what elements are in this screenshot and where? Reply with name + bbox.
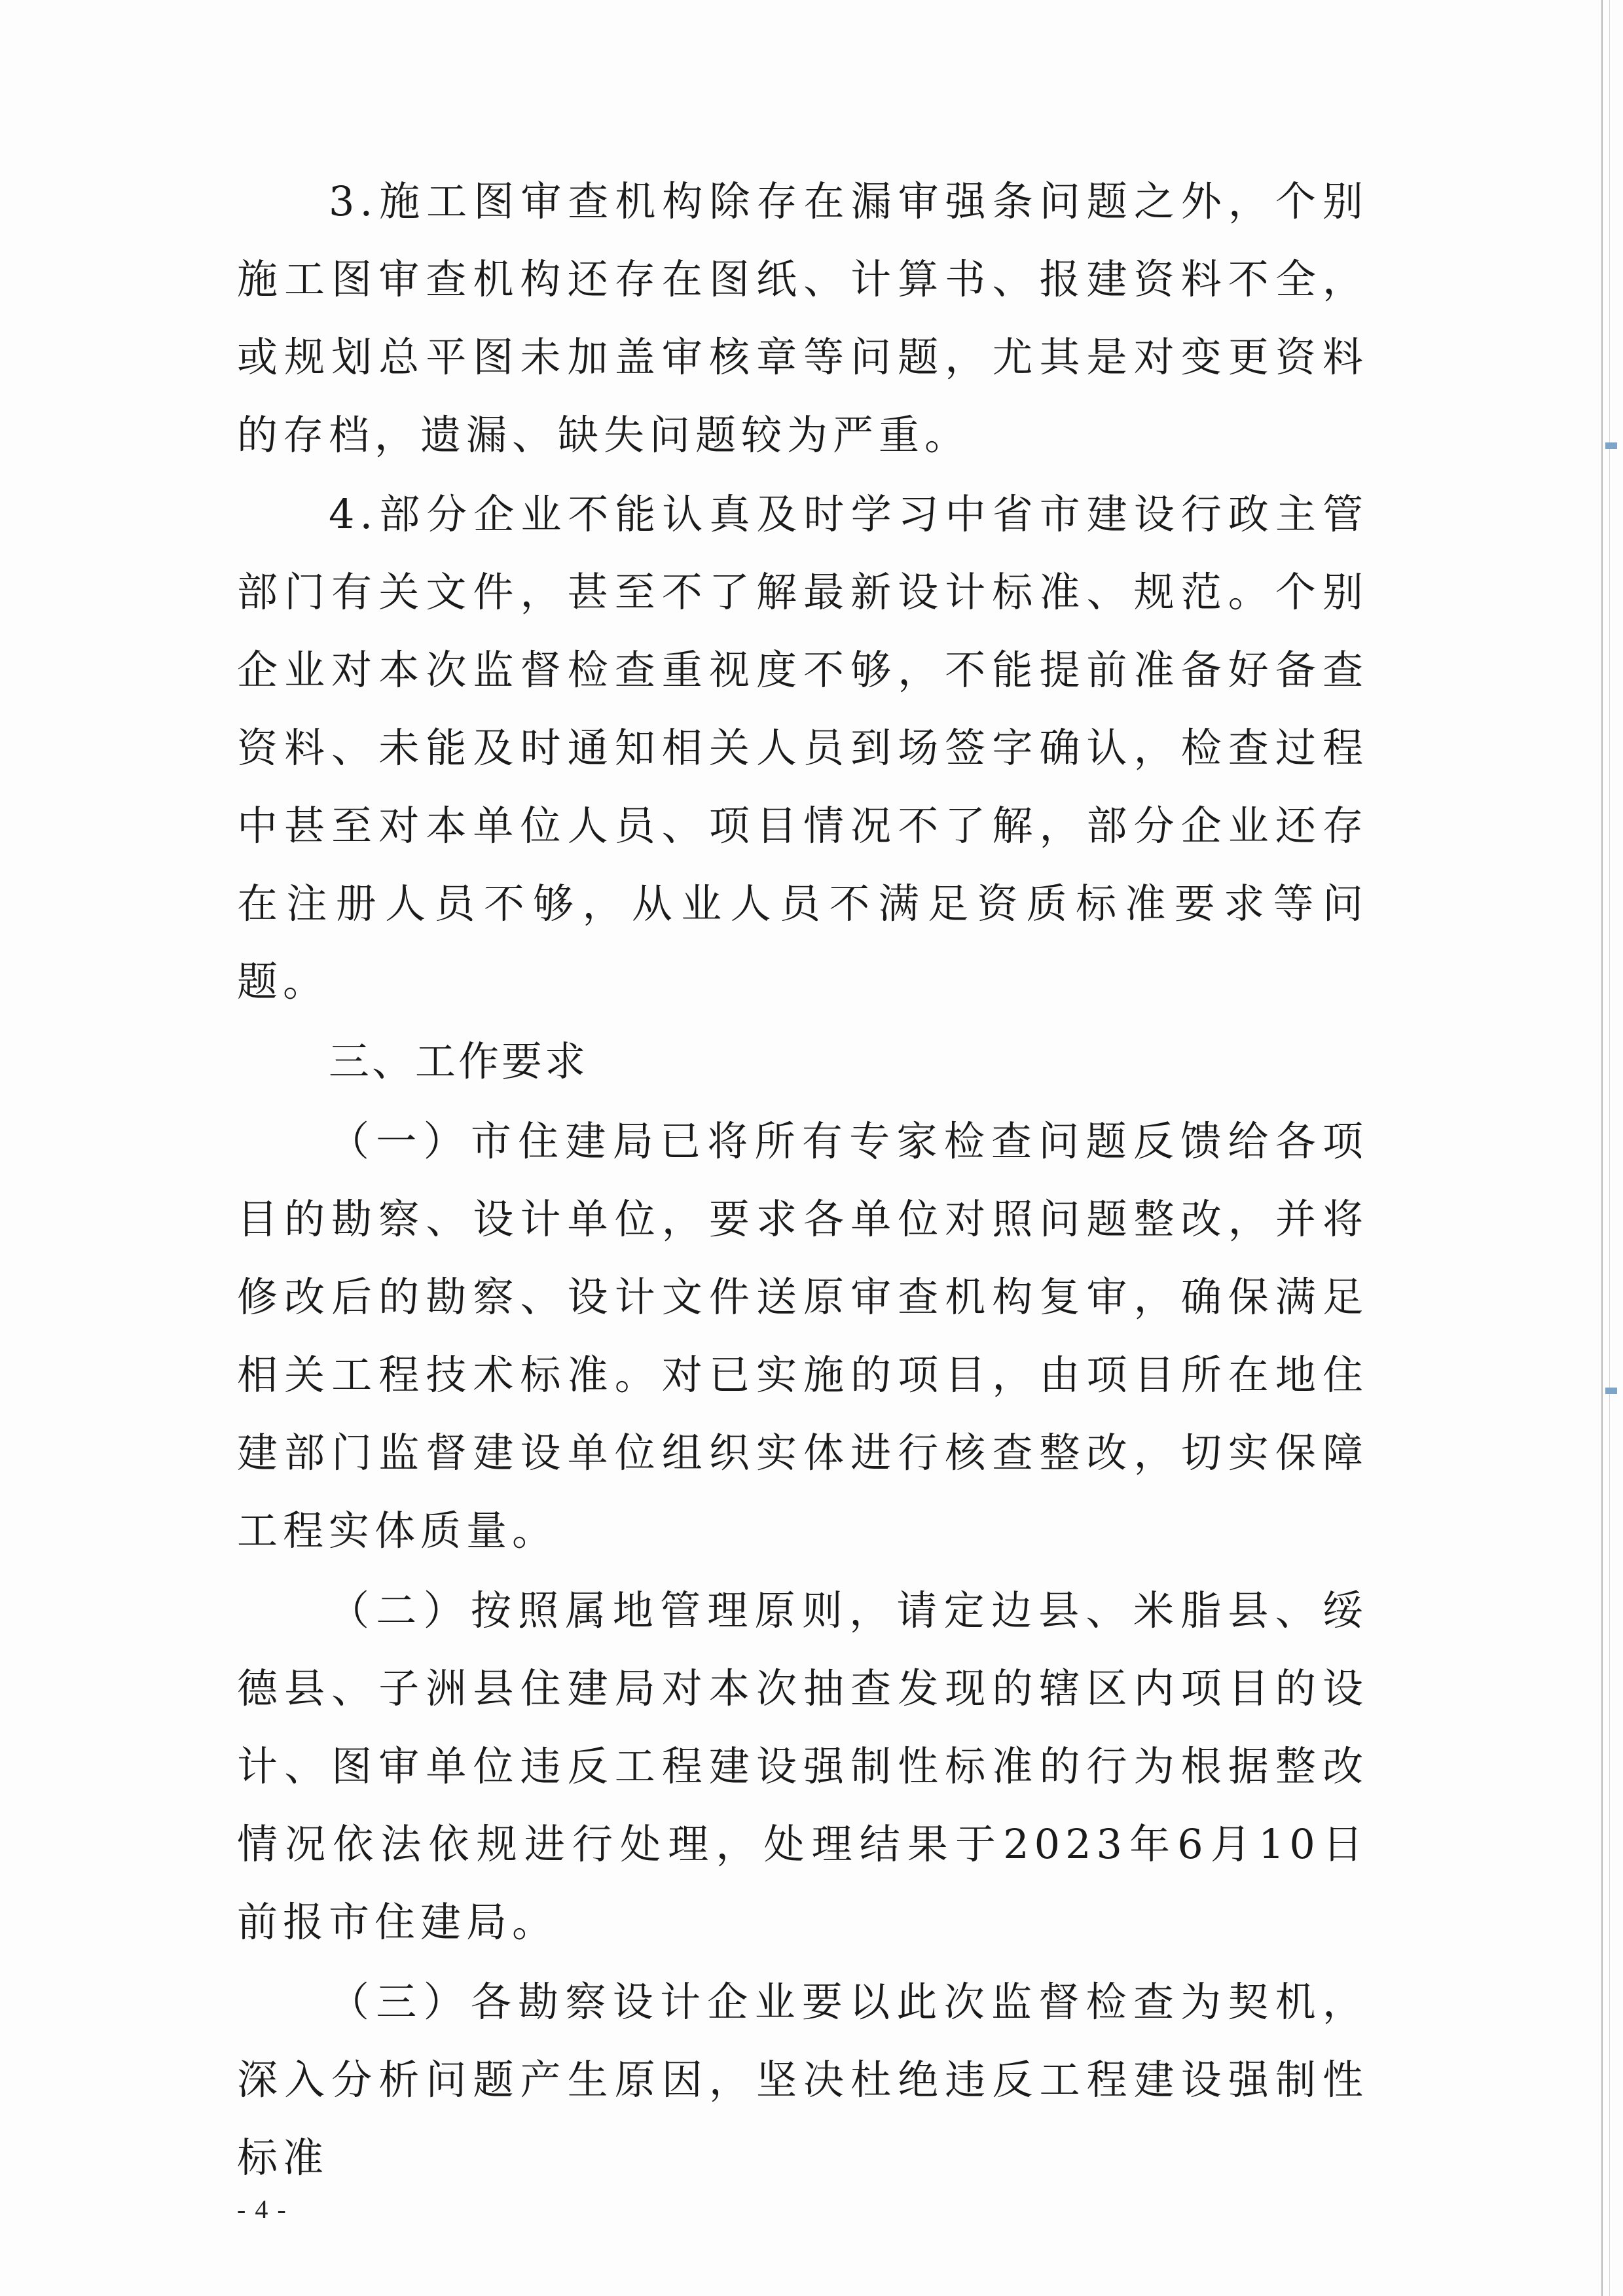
scan-edge-line-secondary [1609, 0, 1610, 2296]
scan-edge-mark [1605, 442, 1617, 449]
document-body [237, 162, 1368, 2198]
scan-edge-line [1601, 0, 1603, 2296]
paragraph-item-3: 3.施工图审查机构除存在漏审强条问题之外，个别施工图审查机构还存在图纸、计算书、报建资料不全，或规划总平图未加盖审核章等问题，尤其是对变更资料的存档，遗漏、缺失问题较为严重。 [237, 177, 1368, 459]
paragraph-item-4: 4.部分企业不能认真及时学习中省市建设行政主管部门有关文件，甚至不了解最新设计标准、规范。个别企业对本次监督检查重视度不够，不能提前准备好备查资料、未能及时通知相关人员到场签字确认，检查过程中甚至对本单位人员、项目情况不了解，部分企业还存在注册人员不够，从业人员不满足资质标准要求等问题。 [237, 490, 1368, 1005]
scan-edge-mark [1605, 1388, 1617, 1394]
page-number: - 4 - [237, 2195, 287, 2224]
section-heading: 三、工作要求 [329, 1037, 589, 1085]
paragraph-requirement-1: （一）市住建局已将所有专家检查问题反馈给各项目的勘察、设计单位，要求各单位对照问题整改，并将修改后的勘察、设计文件送原审查机构复审，确保满足相关工程技术标准。对已实施的项目，由项目所在地住建部门监督建设单位组织实体进行核查整改，切实保障工程实体质量。 [237, 1117, 1368, 1554]
paragraph-requirement-2: （二）按照属地管理原则，请定边县、米脂县、绥德县、子洲县住建局对本次抽查发现的辖区内项目的设计、图审单位违反工程建设强制性标准的行为根据整改情况依法依规进行处理，处理结果于2023年6月10日前报市住建局。 [237, 1587, 1368, 1946]
paragraph-requirement-3: （三）各勘察设计企业要以此次监督检查为契机，深入分析问题产生原因，坚决杜绝违反工程建设强制性标准 [237, 1978, 1368, 2181]
